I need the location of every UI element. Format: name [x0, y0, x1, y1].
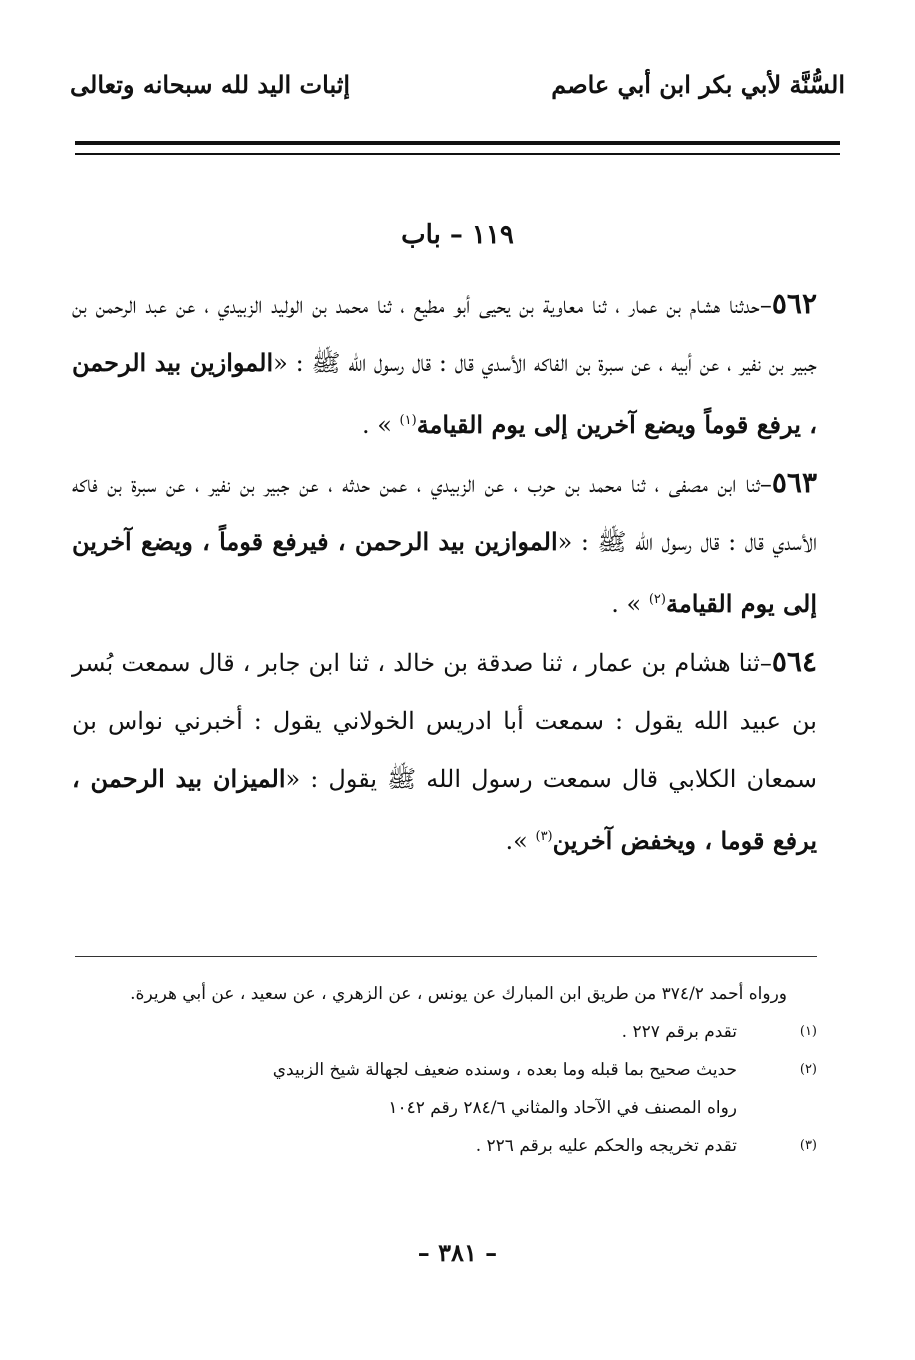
footnote-2	[72, 1051, 817, 1089]
hadith-list	[72, 275, 817, 870]
footnote-mark: (٢)	[799, 1062, 817, 1077]
footnote-2-extra: رواه المصنف في الآحاد والمثاني ٢٨٤/٦ رقم ١٠٤٢	[388, 1098, 737, 1118]
header-rule-thin	[75, 153, 840, 155]
hadith-isnad: –ثنا هشام بن عمار ، ثنا صدقة بن خالد ، ثنا ابن جابر ، قال سمعت بُسر بن عبيد الله يقول : سمعت أبا ادريس الخولاني يقول : أخبرني نواس بن سمعان الكلابي قال سمعت رسول الله ﷺ يقول : «	[72, 649, 818, 793]
hadith-564	[72, 633, 817, 870]
hadith-number: ٥٦٤	[771, 645, 817, 678]
hadith-tail: ».	[505, 827, 536, 855]
hadith-matn: الموازين بيد الرحمن ، فيرفع قوماً ، ويضع آخرين إلى يوم القيامة	[72, 527, 817, 618]
hadith-matn: الموازين بيد الرحمن ، يرفع قوماً ويضع آخرين إلى يوم القيامة	[72, 348, 817, 439]
chapter-heading: ١١٩ – باب	[401, 220, 514, 250]
footnote-text: تقدم تخريجه والحكم عليه برقم ٢٢٦ .	[475, 1136, 737, 1156]
footnote-3	[72, 1127, 817, 1165]
footnote-mark: (١)	[799, 1024, 817, 1039]
footnote-ref: (١)	[399, 413, 417, 428]
footnote-divider	[75, 956, 817, 957]
footnote-text: تقدم برقم ٢٢٧ .	[621, 1022, 737, 1042]
section-title: إثبات اليد لله سبحانه وتعالى	[70, 70, 351, 99]
hadith-matn: الميزان بيد الرحمن ، يرفع قوما ، ويخفض آخرين	[72, 764, 817, 855]
book-title: السُّنَّة لأبي بكر ابن أبي عاصم	[551, 70, 845, 99]
footnote-continuation: ورواه أحمد ٣٧٤/٢ من طريق ابن المبارك عن يونس ، عن الزهري ، عن سعيد ، عن أبي هريرة.	[130, 984, 787, 1004]
hadith-tail: » .	[361, 411, 400, 439]
page-number: – ٣٨١ –	[417, 1238, 498, 1267]
running-head	[70, 70, 845, 99]
footnote-text: حديث صحيح بما قبله وما بعده ، وسنده ضعيف لجهالة شيخ الزبيدي	[272, 1060, 737, 1080]
hadith-number: ٥٦٢	[771, 287, 817, 320]
header-rule-thick	[75, 141, 840, 145]
footnotes	[72, 975, 817, 1165]
footnote-ref: (٣)	[535, 829, 553, 844]
hadith-562	[72, 275, 817, 454]
hadith-563	[72, 454, 817, 633]
footnote-ref: (٢)	[648, 592, 666, 607]
hadith-isnad: –ثنا ابن مصفى ، ثنا محمد بن حرب ، عن الزبيدي ، عمن حدثه ، عن جبير بن نفير ، عن سبرة بن فاكه الأسدي قال : قال رسول الله ﷺ : «	[72, 470, 817, 556]
hadith-number: ٥٦٣	[771, 466, 817, 499]
footnote-mark: (٣)	[799, 1138, 817, 1153]
footnote-1	[72, 1013, 817, 1051]
hadith-tail: » .	[611, 590, 649, 618]
hadith-isnad: –حدثنا هشام بن عمار ، ثنا معاوية بن يحيى أبو مطيع ، ثنا محمد بن الوليد الزبيدي ، عن عبد الرحمن بن جبير بن نفير ، عن أبيه ، عن سبرة بن الفاكه الأسدي قال : قال رسول الله ﷺ : «	[72, 291, 817, 377]
